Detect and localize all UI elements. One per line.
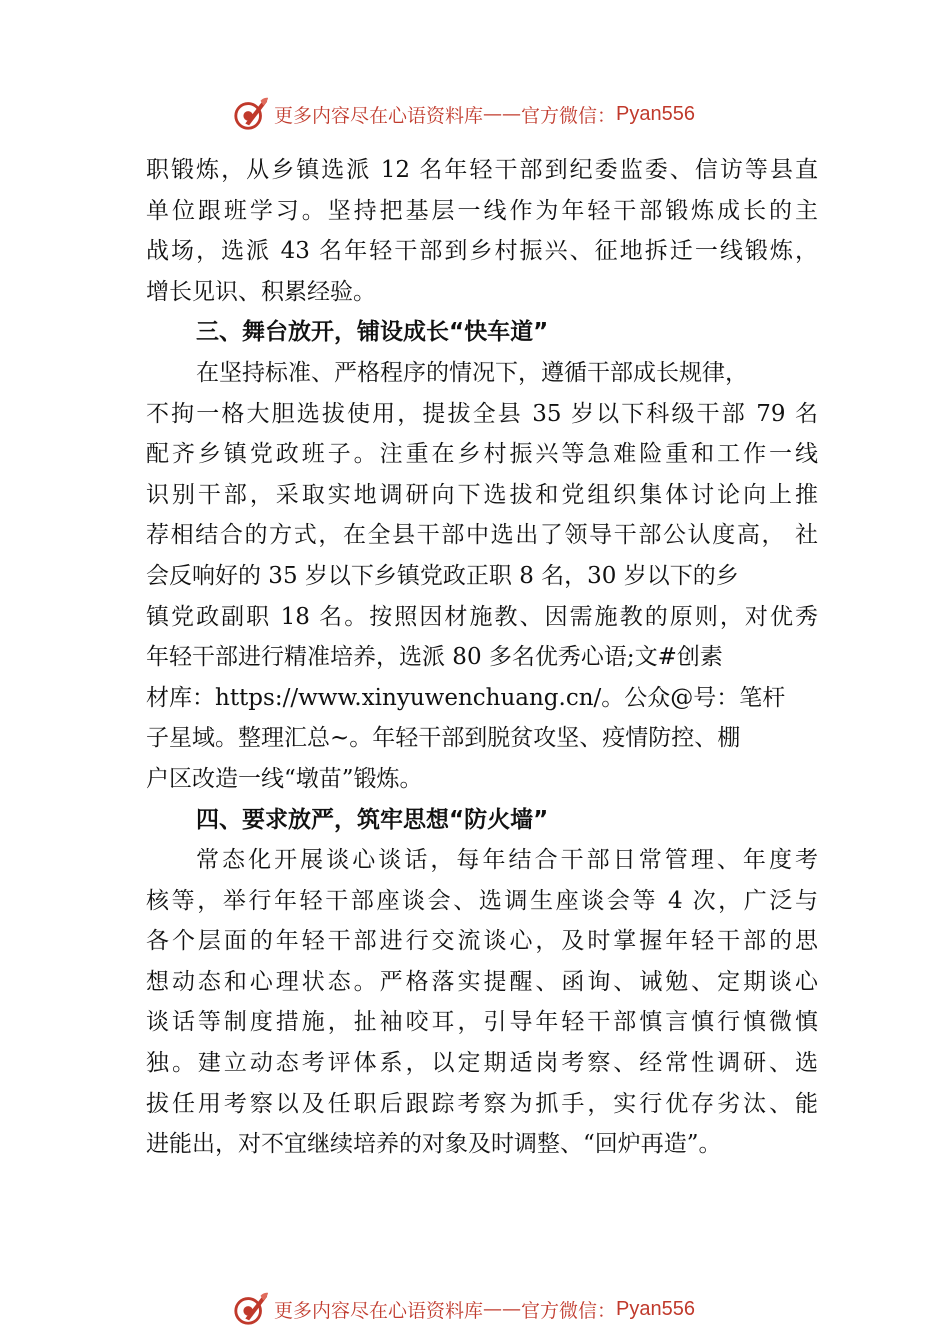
paragraph-line: 核等，举行年轻干部座谈会、选调生座谈会等 4 次，广泛与 [146,887,818,914]
section-heading-4: 四、要求放严，筑牢思想“防火墙” [196,806,549,833]
paragraph-line: 年轻干部进行精准培养，选派 80 多名优秀心语;文#创素 [146,644,723,671]
footer-wechat-id: Pyan556 [616,1297,695,1320]
paragraph-line: 识别干部，采取实地调研向下选拔和党组织集体讨论向上推 [146,481,818,508]
quill-logo-icon [232,1290,270,1328]
paragraph-line: 各个层面的年轻干部进行交流谈心，及时掌握年轻干部的思 [146,928,818,955]
paragraph-line: 战场，选派 43 名年轻干部到乡村振兴、征地拆迁一线锻炼， [146,238,818,265]
paragraph-line: 在坚持标准、严格程序的情况下，遵循干部成长规律， [196,359,748,386]
quill-logo-icon [232,95,270,133]
paragraph-line: 会反响好的 35 岁以下乡镇党政正职 8 名，30 岁以下的乡 [146,562,739,589]
paragraph-line: 谈话等制度措施，扯袖咬耳，引导年轻干部慎言慎行慎微慎 [146,1009,818,1036]
paragraph-line: 单位跟班学习。坚持把基层一线作为年轻干部锻炼成长的主 [146,197,818,224]
paragraph-line: 职锻炼，从乡镇选派 12 名年轻干部到纪委监委、信访等县直 [146,157,818,183]
paragraph-line: 材库：https://www.xinyuwenchuang.cn/。公众@号：笔杆 [146,684,786,711]
footer-banner [0,1289,950,1329]
footer-separator: —— [483,1298,522,1320]
header-banner [0,94,950,134]
paragraph-line: 配齐乡镇党政班子。注重在乡村振兴等急难险重和工作一线 [146,441,818,468]
paragraph-line: 拔任用考察以及任职后跟踪考察为抓手，实行优存劣汰、能 [146,1090,818,1117]
header-brand: 更多内容尽在心语资料库 [274,104,484,127]
paragraph-line: 想动态和心理状态。严格落实提醒、函询、诫勉、定期谈心 [146,968,818,995]
paragraph-line: 子星域。整理汇总~。年轻干部到脱贫攻坚、疫情防控、棚 [146,725,741,752]
paragraph-line: 增长见识、积累经验。 [146,278,376,305]
section-heading-3: 三、舞台放开，铺设成长“快车道” [196,319,549,346]
paragraph-line: 不拘一格大胆选拔使用，提拔全县 35 岁以下科级干部 79 名 [146,400,818,427]
header-wechat-id: Pyan556 [616,102,695,125]
paragraph-line: 常态化开展谈心谈话，每年结合干部日常管理、年度考 [196,847,818,874]
header-wechat-label: 官方微信： [521,104,617,127]
document-body [146,150,818,1165]
paragraph-line: 荐相结合的方式，在全县干部中选出了领导干部公认度高， 社 [146,522,818,549]
footer-wechat-label: 官方微信： [521,1299,617,1322]
footer-brand: 更多内容尽在心语资料库 [274,1299,484,1322]
paragraph-line: 进能出，对不宜继续培养的对象及时调整、“回炉再造”。 [146,1131,722,1158]
header-separator: —— [483,103,522,125]
paragraph-line: 户区改造一线“墩苗”锻炼。 [146,765,423,792]
paragraph-line: 独。建立动态考评体系，以定期适岗考察、经常性调研、选 [146,1050,818,1077]
paragraph-line: 镇党政副职 18 名。按照因材施教、因需施教的原则，对优秀 [146,603,818,630]
